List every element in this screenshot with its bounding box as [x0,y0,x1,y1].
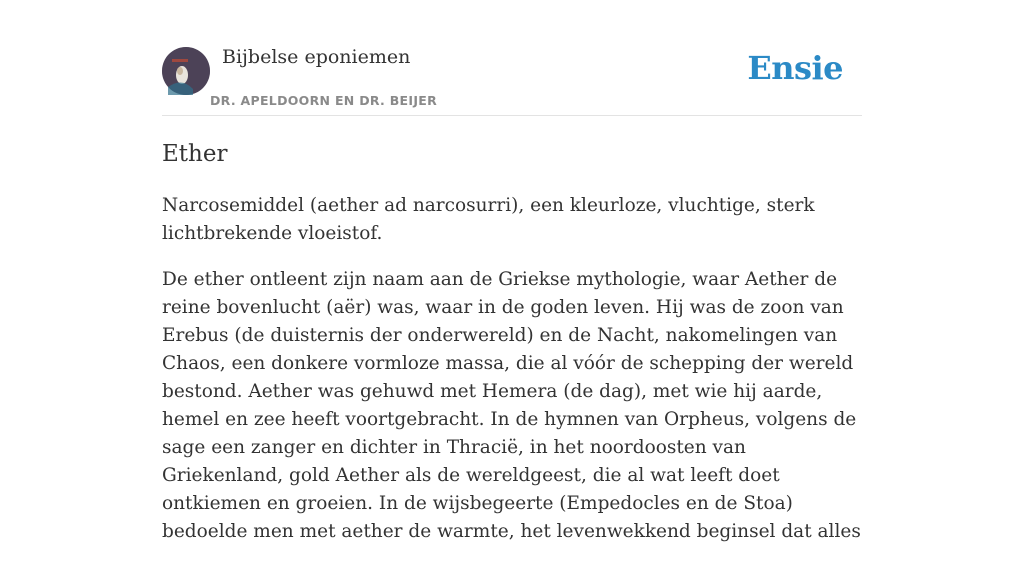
book-title[interactable]: Bijbelse eponiemen [222,46,411,68]
article-title: Ether [162,141,228,167]
article-paragraph: Narcosemiddel (aether ad narcosurri), een kleurloze, vluchtige, sterk lichtbrekende vloeistof. [162,195,815,244]
book-cover-thumbnail[interactable] [162,47,193,95]
book-authors: DR. APELDOORN EN DR. BEIJER [210,93,438,108]
article [162,138,862,564]
book-header [162,40,862,116]
ensie-logo[interactable]: Ensie [747,49,843,87]
book-cover-icon [162,47,193,95]
article-paragraph: De ether ontleent zijn naam aan de Griekse mythologie, waar Aether de reine bovenlucht (aër) was, waar in de goden leven. Hij was de zoon van Erebus (de duisternis der onderwereld) en de Nacht, nakomelingen van Chaos, een donkere vormloze massa, die al vóór de schepping der wereld bestond. Aether was gehuwd met Hemera (de dag), met wie hij aarde, hemel en zee heeft voortgebracht. In de hymnen van Orpheus, volgens de sage een zanger en dichter in Thracië, in het noordoosten van Griekenland, gold Aether als de wereldgeest, die al wat leeft doet ontkiemen en groeien. In de wijsbegeerte (Empedocles en de Stoa) bedoelde men met aether de warmte, het levenwekkend beginsel dat alles [162,269,861,542]
